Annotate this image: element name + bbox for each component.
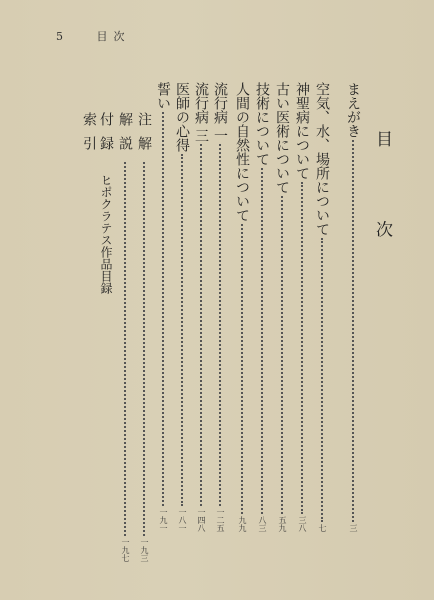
toc-entry-label: 技術について	[254, 82, 270, 166]
toc-entry-label: 注解	[136, 112, 152, 160]
toc-entry-label: 空気、水、場所について	[314, 82, 330, 236]
toc-entry[interactable]	[154, 82, 172, 532]
toc-heading: 目 次	[372, 130, 392, 272]
toc-entry-subtitle: ヒポクラテス作品目録	[99, 174, 113, 294]
toc-entry[interactable]	[192, 82, 210, 532]
toc-entry[interactable]	[293, 82, 311, 532]
toc-entry-page: 一九七	[121, 538, 130, 562]
dot-leader	[143, 162, 145, 536]
toc-entry-label: 付録	[98, 112, 114, 160]
dot-leader	[261, 168, 263, 514]
toc-entry-page: 五九	[278, 516, 287, 532]
toc-entry-label: 流行病 一	[212, 82, 228, 143]
toc-entry[interactable]	[313, 82, 331, 532]
dot-leader	[281, 196, 283, 514]
dot-leader	[321, 238, 323, 522]
toc-entry-label: 流行病 三	[193, 82, 209, 143]
dot-leader	[124, 162, 126, 536]
toc-entry-page: 一九三	[140, 538, 149, 562]
dot-leader	[162, 112, 164, 506]
toc-entry-label: 神聖病について	[294, 82, 310, 180]
header-title: 目次	[96, 30, 131, 43]
toc-entry-label: まえがき	[345, 82, 361, 138]
dot-leader	[181, 154, 183, 506]
toc-entry-label: 索引	[81, 112, 97, 160]
toc-entry-page: 九九	[238, 516, 247, 532]
toc-entry-label: 人間の自然性について	[234, 82, 250, 222]
toc-entry-page: 八三	[258, 516, 267, 532]
toc-entry[interactable]	[233, 82, 251, 532]
toc-entry-page: 七	[318, 524, 327, 532]
header-page-number: 5	[56, 30, 69, 43]
running-header	[56, 28, 131, 44]
toc-entry-page: 三八	[298, 516, 307, 532]
toc-entry-page: 一二五	[216, 508, 225, 532]
toc-entry-page: 一八一	[178, 508, 187, 532]
toc-entry-page: 一九一	[159, 508, 168, 532]
toc-entry-page: 三	[349, 524, 358, 532]
toc-entry[interactable]	[135, 112, 153, 562]
toc-entry[interactable]	[173, 82, 191, 532]
toc-entry[interactable]	[211, 82, 229, 532]
toc-entry-label: 誓い	[155, 82, 171, 110]
toc-entry-page: 一四八	[197, 508, 206, 532]
toc-entry[interactable]	[97, 112, 115, 562]
toc-entry[interactable]	[80, 112, 98, 562]
toc-entry[interactable]	[344, 82, 362, 532]
toc-entry[interactable]	[253, 82, 271, 532]
dot-leader	[352, 140, 354, 522]
toc-entry[interactable]	[116, 112, 134, 562]
toc-entry-label: 解説	[117, 112, 133, 160]
toc-entry-label: 古い医術について	[274, 82, 290, 194]
dot-leader	[301, 182, 303, 514]
dot-leader	[200, 144, 202, 506]
dot-leader	[241, 224, 243, 514]
dot-leader	[219, 144, 221, 506]
toc-entry-label: 医師の心得	[174, 82, 190, 152]
toc-entry[interactable]	[273, 82, 291, 532]
